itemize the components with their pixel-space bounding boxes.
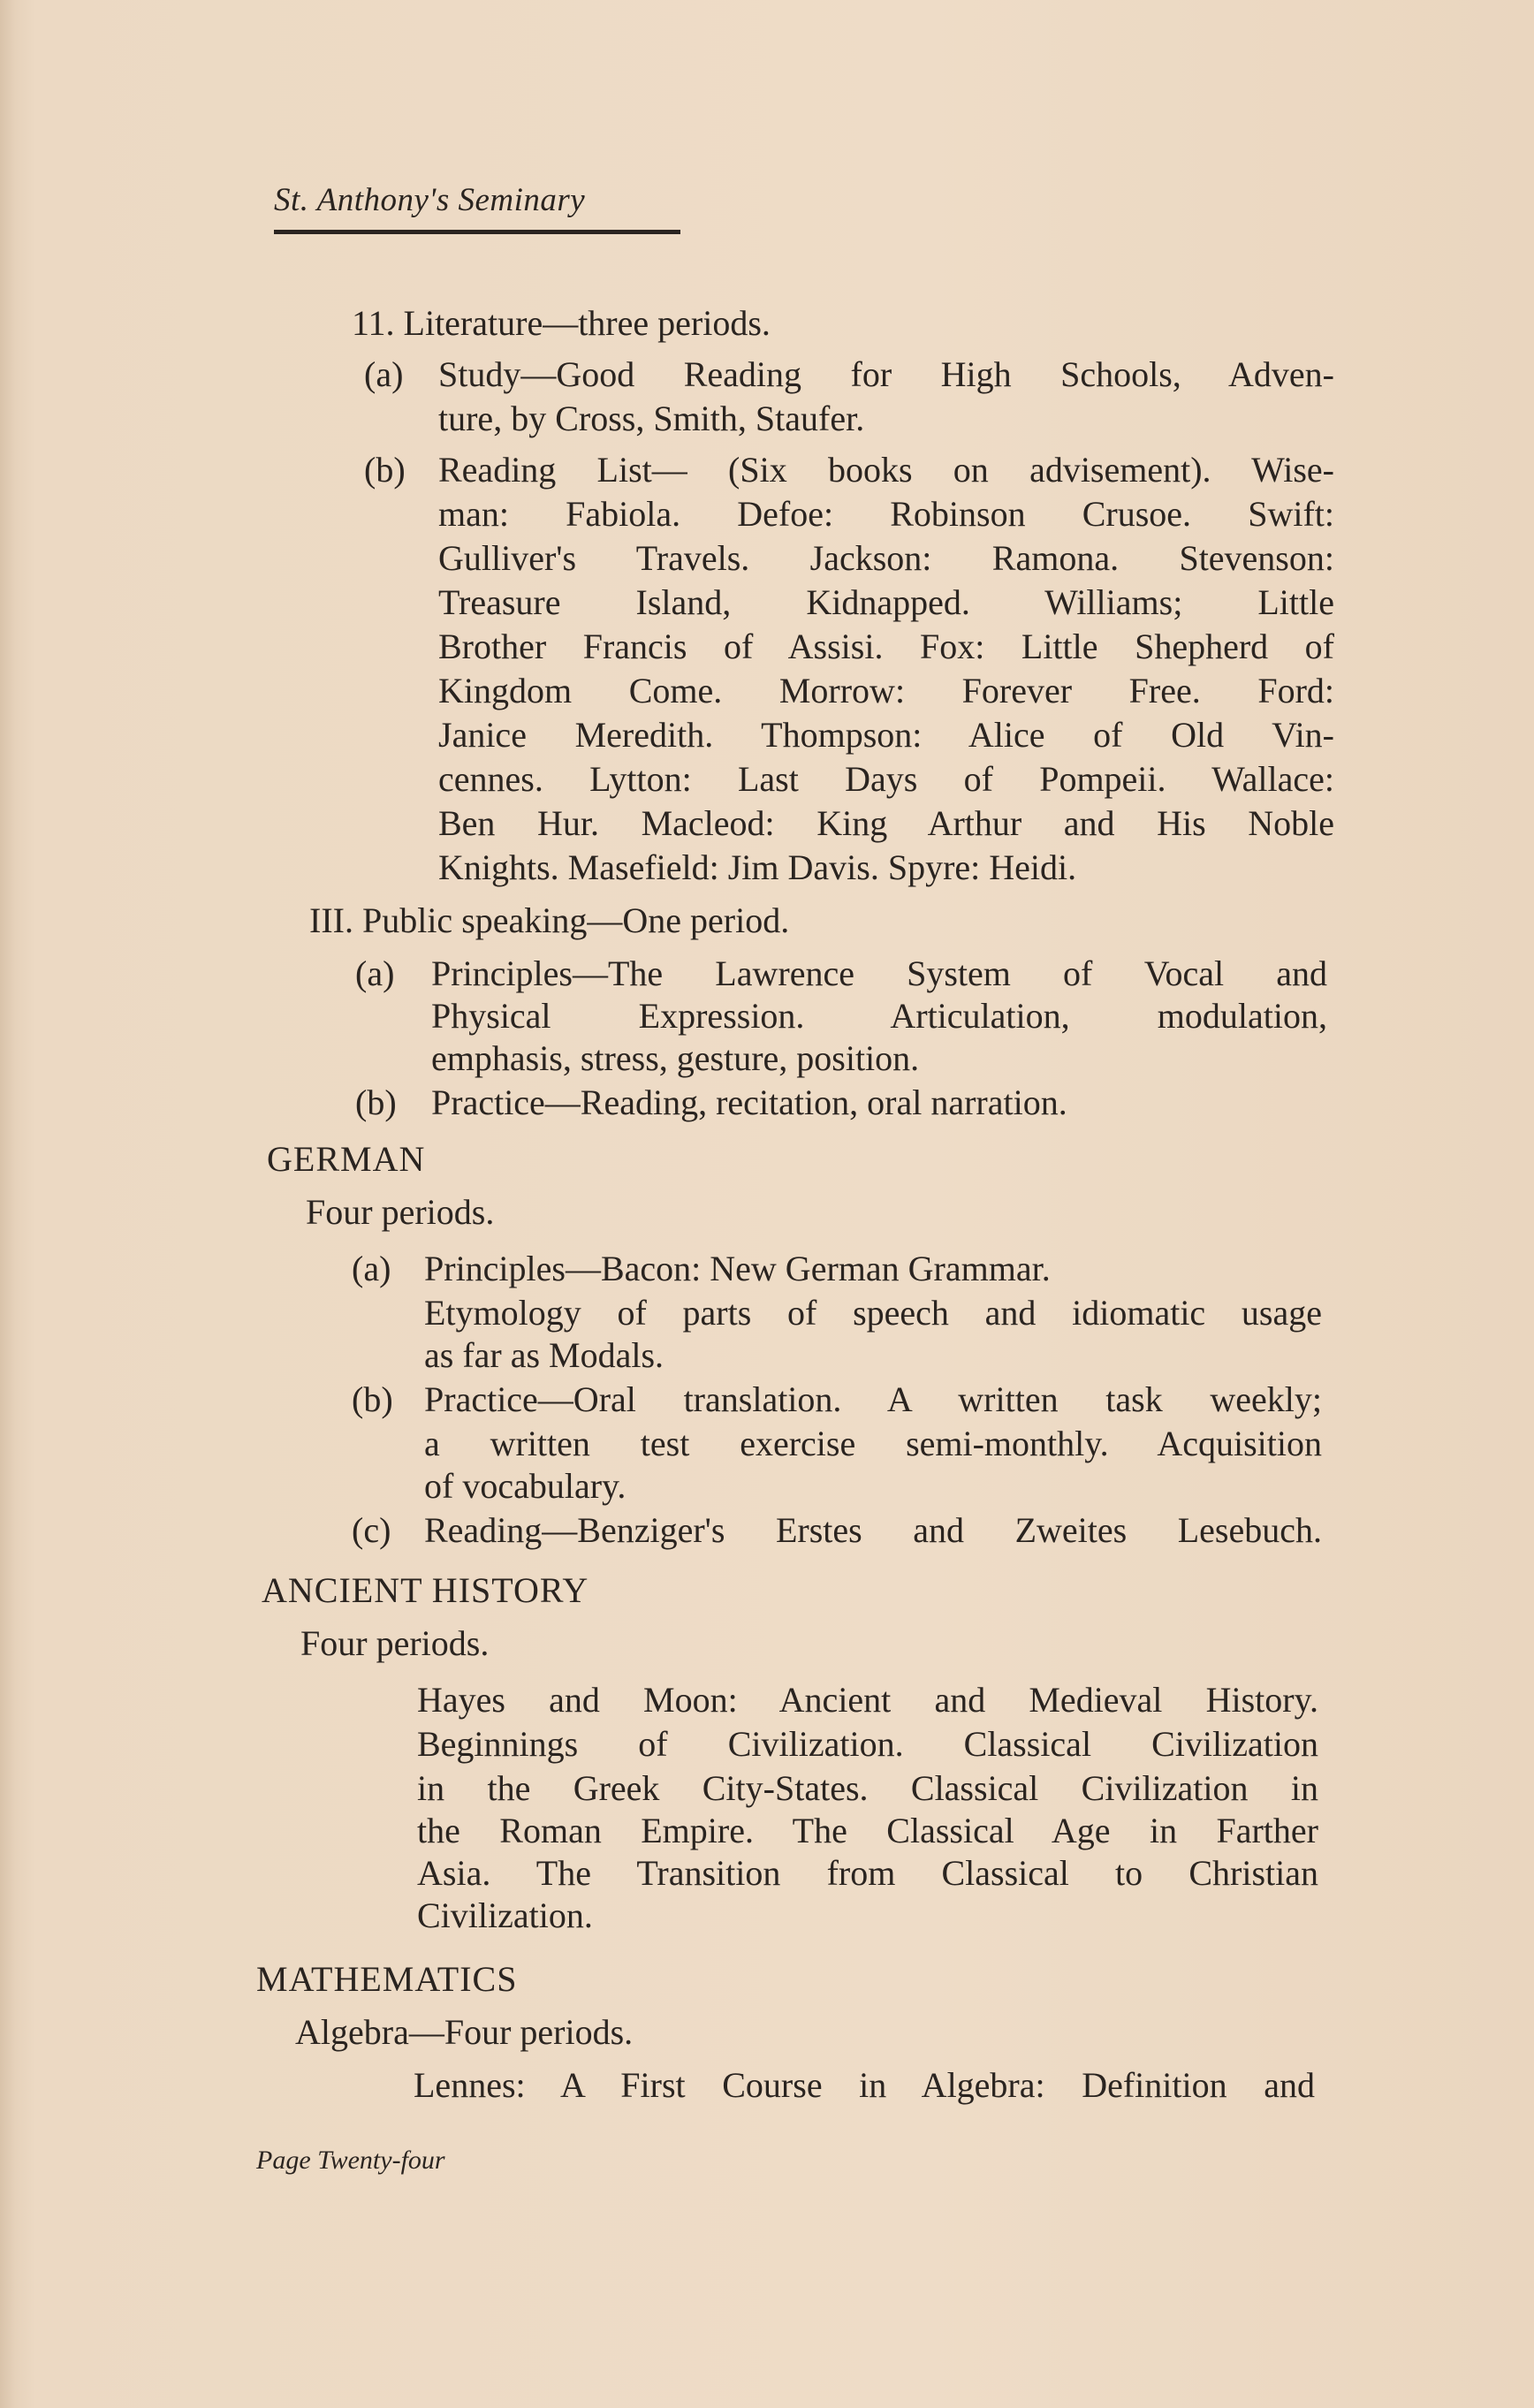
page-folio: Page Twenty-four [256, 2146, 445, 2175]
section-heading-public-speaking: III. Public speaking—One period. [309, 900, 790, 940]
text-line: Practice—Oral translation. A written task weekly; [424, 1379, 1322, 1419]
text-line: Reading List— (Six books on advisement). Wise- [438, 450, 1334, 490]
text-line: Principles—Bacon: New German Grammar. [424, 1249, 1051, 1288]
section-heading-german: GERMAN [267, 1139, 426, 1179]
text-line: Hayes and Moon: Ancient and Medieval History. [417, 1680, 1318, 1720]
text-line: Treasure Island, Kidnapped. Williams; Little [438, 582, 1334, 622]
item-label: (a) [364, 354, 404, 394]
text-line: Janice Meredith. Thompson: Alice of Old Vin- [438, 715, 1334, 755]
text-line: Lennes: A First Course in Algebra: Definition and [414, 2065, 1315, 2105]
periods-line: Algebra—Four periods. [295, 2012, 634, 2052]
text-line: as far as Modals. [424, 1335, 664, 1375]
text-line: Principles—The Lawrence System of Vocal and [431, 953, 1327, 993]
section-heading-literature: 11. Literature—three periods. [352, 303, 771, 343]
item-label: (a) [355, 953, 395, 993]
text-line: in the Greek City-States. Classical Civilization in [417, 1768, 1318, 1808]
text-line: a written test exercise semi-monthly. Acquisition [424, 1424, 1322, 1463]
text-line: emphasis, stress, gesture, position. [431, 1038, 920, 1078]
text-line: ture, by Cross, Smith, Staufer. [438, 399, 865, 438]
item-label: (b) [355, 1082, 397, 1122]
text-line: Gulliver's Travels. Jackson: Ramona. Stevenson: [438, 538, 1334, 578]
item-label: (b) [364, 450, 406, 490]
periods-line: Four periods. [306, 1192, 495, 1232]
item-label: (c) [352, 1510, 391, 1550]
text-line: Practice—Reading, recitation, oral narration. [431, 1082, 1067, 1122]
text-line: man: Fabiola. Defoe: Robinson Crusoe. Swift: [438, 494, 1334, 534]
section-heading-mathematics: MATHEMATICS [256, 1959, 518, 1999]
text-line: Reading—Benziger's Erstes and Zweites Lesebuch. [424, 1510, 1322, 1550]
text-line: Study—Good Reading for High Schools, Adven- [438, 354, 1334, 394]
text-line: Ben Hur. Macleod: King Arthur and His Noble [438, 803, 1334, 843]
text-line: Kingdom Come. Morrow: Forever Free. Ford: [438, 671, 1334, 710]
section-heading-ancient-history: ANCIENT HISTORY [262, 1570, 589, 1610]
text-line: Civilization. [417, 1895, 593, 1935]
item-label: (a) [352, 1249, 391, 1288]
periods-line: Four periods. [300, 1623, 490, 1663]
text-line: Beginnings of Civilization. Classical Civilization [417, 1724, 1318, 1764]
text-line: Etymology of parts of speech and idiomatic usage [424, 1293, 1322, 1333]
text-line: of vocabulary. [424, 1466, 627, 1506]
text-line: cennes. Lytton: Last Days of Pompeii. Wallace: [438, 759, 1334, 799]
text-line: the Roman Empire. The Classical Age in Farther [417, 1811, 1318, 1850]
item-label: (b) [352, 1379, 393, 1419]
running-head: St. Anthony's Seminary [274, 181, 680, 234]
text-line: Asia. The Transition from Classical to Christian [417, 1853, 1318, 1893]
text-line: Knights. Masefield: Jim Davis. Spyre: Heidi. [438, 847, 1077, 887]
text-line: Physical Expression. Articulation, modulation, [431, 996, 1327, 1036]
text-line: Brother Francis of Assisi. Fox: Little Shepherd of [438, 627, 1334, 666]
